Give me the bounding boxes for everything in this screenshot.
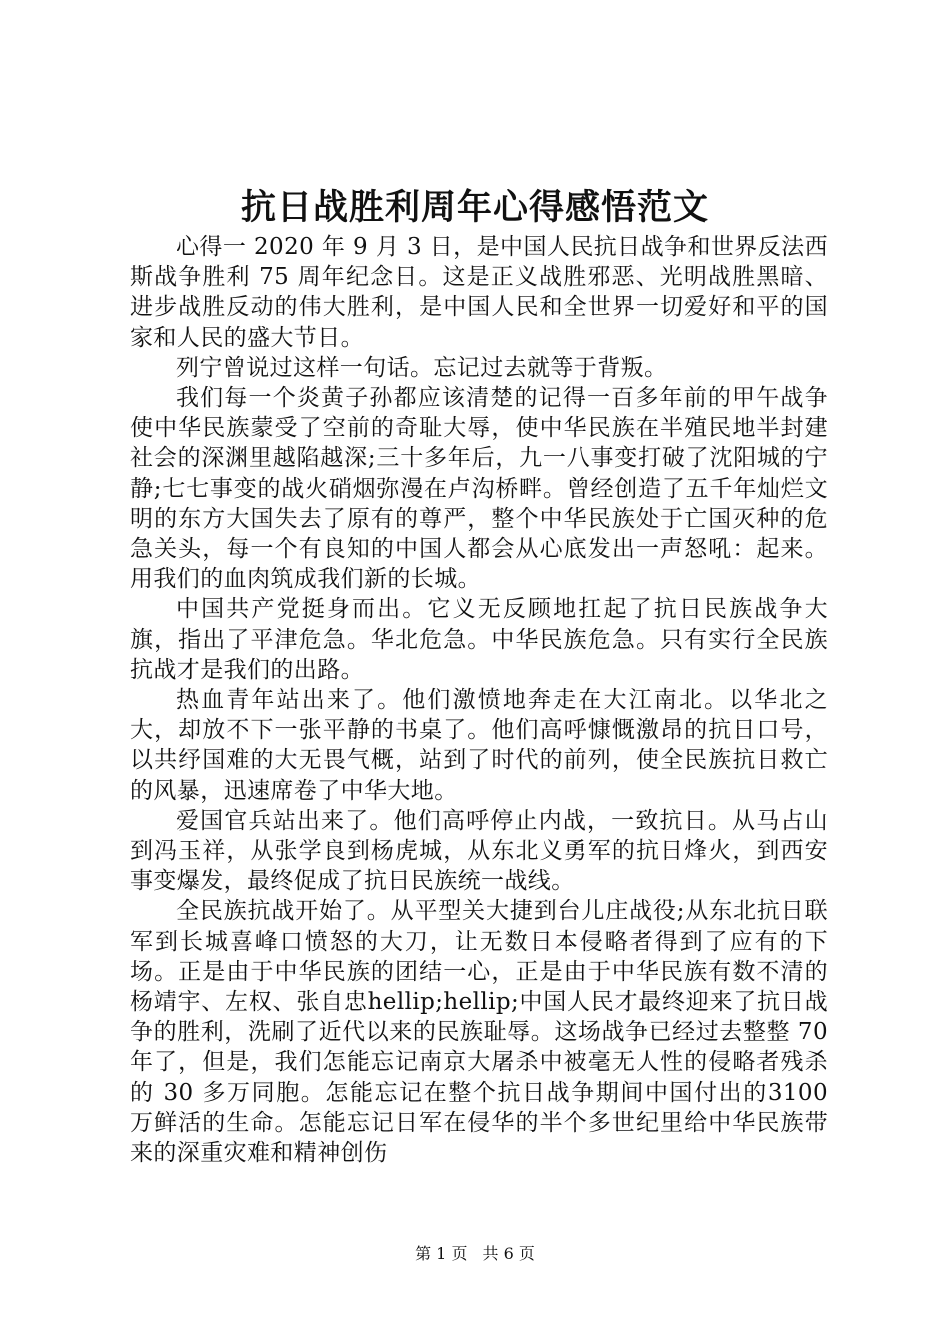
page-footer (0, 1242, 950, 1266)
paragraph: 中国共产党挺身而出。它义无反顾地扛起了抗日民族战争大旗，指出了平津危急。华北危急。中华民族危急。只有实行全民族抗战才是我们的出路。 (130, 596, 828, 683)
document-title: 抗日战胜利周年心得感悟范文 (240, 187, 709, 228)
page-total: 共 6 页 (482, 1244, 535, 1263)
page-number: 第 1 页 (415, 1244, 468, 1263)
paragraph: 爱国官兵站出来了。他们高呼停止内战，一致抗日。从马占山到冯玉祥，从张学良到杨虎城，从东北义勇军的抗日烽火，到西安事变爆发，最终促成了抗日民族统一战线。 (130, 807, 828, 895)
paragraph: 全民族抗战开始了。从平型关大捷到台儿庄战役;从东北抗日联军到长城喜峰口愤怒的大刀，让无数日本侵略者得到了应有的下场。正是由于中华民族的团结一心，正是由于中华民族有数不清的杨靖宇、左权、张自忠hellip;hellip;中国人民才最终迎来了抗日战争的胜利，洗刷了近代以来的民族耻辱。这场战争已经过去整整 70 年了，但是，我们怎能忘记南京大屠杀中被毫无人性的侵略者残杀的 30 多万同胞。怎能忘记在整个抗日战争期间中国付出的3100 万鲜活的生命。怎能忘记日军在侵华的半个多世纪里给中华民族带来的深重灾难和精神创伤 (130, 898, 828, 1167)
document-body (130, 232, 828, 1168)
paragraph: 心得一 2020 年 9 月 3 日，是中国人民抗日战争和世界反法西斯战争胜利 75 周年纪念日。这是正义战胜邪恶、光明战胜黑暗、进步战胜反动的伟大胜利，是中国人民和全世界一切爱好和平的国家和人民的盛大节日。 (130, 234, 828, 351)
paragraph: 热血青年站出来了。他们激愤地奔走在大江南北。以华北之大，却放不下一张平静的书桌了。他们高呼慷慨激昂的抗日口号，以共纾国难的大无畏气概，站到了时代的前列，使全民族抗日救亡的风暴，迅速席卷了中华大地。 (130, 687, 828, 804)
paragraph: 我们每一个炎黄子孙都应该清楚的记得一百多年前的甲午战争使中华民族蒙受了空前的奇耻大辱，使中华民族在半殖民地半封建社会的深渊里越陷越深;三十多年后，九一八事变打破了沈阳城的宁静;七七事变的战火硝烟弥漫在卢沟桥畔。曾经创造了五千年灿烂文明的东方大国失去了原有的尊严，整个中华民族处于亡国灭种的危急关头，每一个有良知的中国人都会从心底发出一声怒吼：起来。用我们的血肉筑成我们新的长城。 (130, 385, 828, 593)
paragraph: 列宁曾说过这样一句话。忘记过去就等于背叛。 (176, 354, 668, 381)
